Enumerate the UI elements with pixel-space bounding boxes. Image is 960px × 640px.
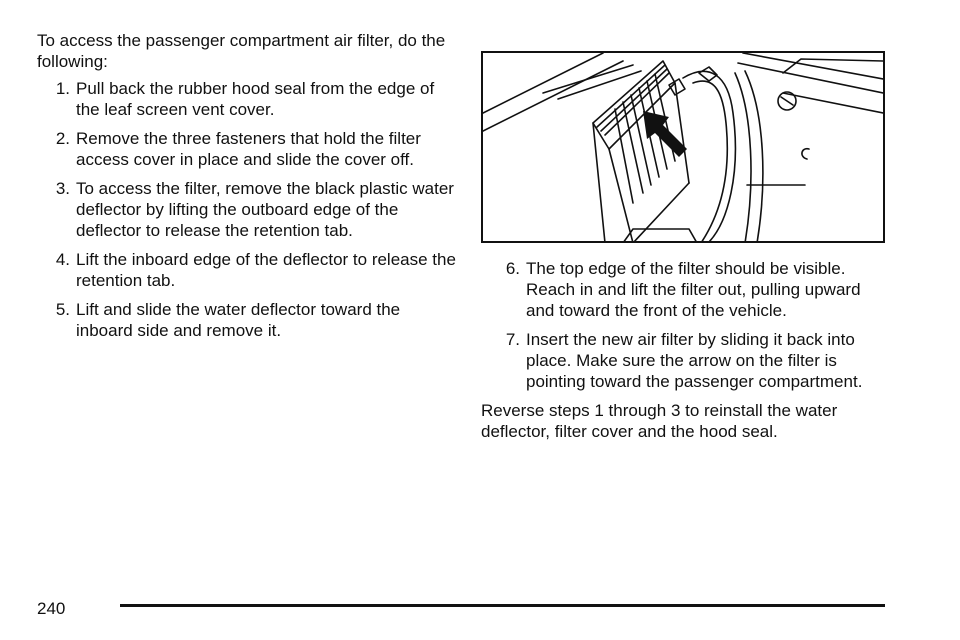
step-number: 2. — [55, 129, 70, 148]
air-filter-illustration — [481, 51, 885, 243]
step-text: Lift and slide the water deflector toward the inboard side and remove it. — [76, 300, 401, 340]
step-item — [37, 178, 457, 241]
filter-drawing — [483, 53, 883, 241]
steps-list-right — [481, 258, 891, 392]
step-text: Insert the new air filter by sliding it back into place. Make sure the arrow on the filter is pointing toward the passenger compartment. — [526, 330, 863, 391]
step-text: Remove the three fasteners that hold the filter access cover in place and slide the cover off. — [76, 129, 421, 169]
step-number: 6. — [505, 259, 520, 278]
step-number: 5. — [55, 300, 70, 319]
step-item — [37, 128, 457, 170]
page-number: 240 — [37, 599, 66, 618]
step-item — [481, 329, 891, 392]
step-item — [481, 258, 891, 321]
step-item — [37, 78, 457, 120]
intro-paragraph: To access the passenger compartment air filter, do the following: — [37, 31, 446, 71]
step-number: 4. — [55, 250, 70, 269]
outro-paragraph: Reverse steps 1 through 3 to reinstall the water deflector, filter cover and the hood seal. — [481, 401, 838, 441]
step-number: 1. — [55, 79, 70, 98]
left-column — [37, 30, 457, 349]
step-text: Pull back the rubber hood seal from the edge of the leaf screen vent cover. — [76, 79, 435, 119]
step-item — [37, 249, 457, 291]
step-text: To access the filter, remove the black plastic water deflector by lifting the outboard edge of the deflector to release the retention tab. — [76, 179, 454, 240]
step-item — [37, 299, 457, 341]
steps-list-left — [37, 78, 457, 341]
right-column — [481, 258, 891, 442]
step-text: The top edge of the filter should be visible. Reach in and lift the filter out, pulling upward and toward the front of the vehicle. — [526, 259, 861, 320]
step-number: 7. — [505, 330, 520, 349]
step-number: 3. — [55, 179, 70, 198]
step-text: Lift the inboard edge of the deflector to release the retention tab. — [76, 250, 456, 290]
footer-rule — [120, 604, 885, 607]
